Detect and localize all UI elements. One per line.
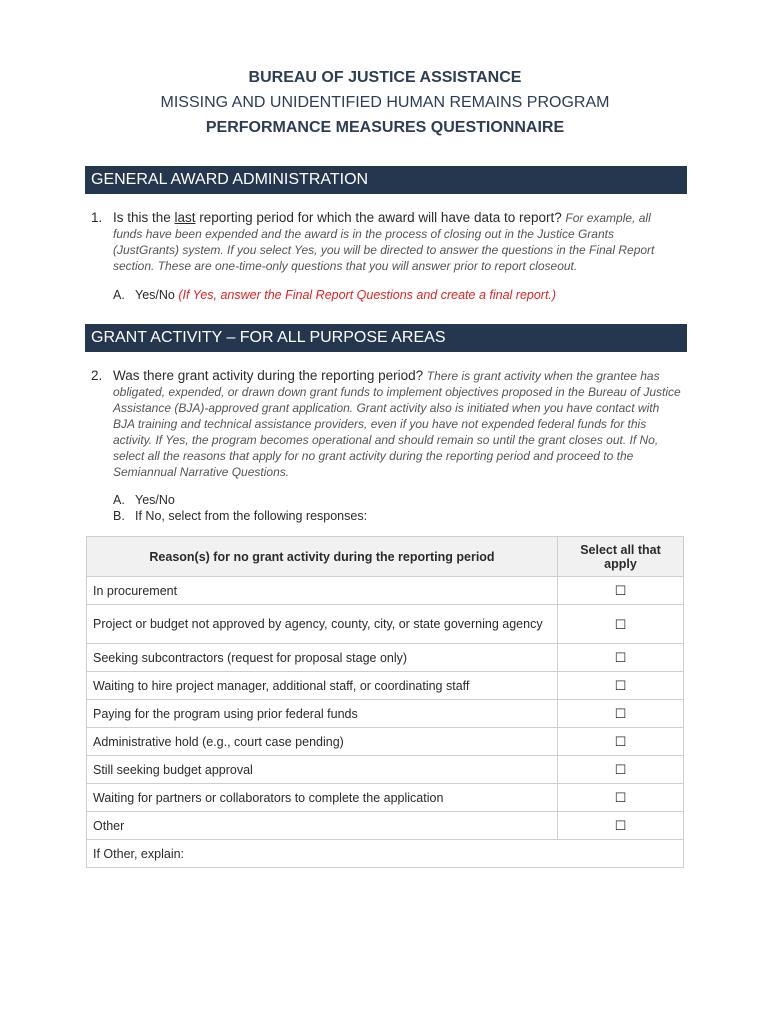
table-row <box>87 605 684 644</box>
question-2-lead: Was there grant activity during the reporting period? <box>113 368 424 383</box>
table-row <box>87 644 684 672</box>
question-2 <box>91 368 681 480</box>
table-row <box>87 812 684 840</box>
option-a-label: A. <box>113 493 125 507</box>
section-header-general-award-administration: GENERAL AWARD ADMINISTRATION <box>85 166 687 194</box>
reason-checkbox[interactable]: ☐ <box>558 728 684 756</box>
table-row <box>87 756 684 784</box>
reason-label: Seeking subcontractors (request for proposal stage only) <box>87 644 558 672</box>
question-1-number: 1. <box>91 210 103 225</box>
option-a-label: A. <box>113 288 125 302</box>
table-row <box>87 700 684 728</box>
other-explain-field[interactable]: If Other, explain: <box>87 840 684 868</box>
reason-label: Still seeking budget approval <box>87 756 558 784</box>
reason-label: Waiting to hire project manager, additional staff, or coordinating staff <box>87 672 558 700</box>
question-1-note: For example, all funds have been expended and the award is in the process of closing out in the Justice Grants (JustGrants) system. If you select Yes, you will be directed to answer the questions in the Final Report section. These are one-time-only questions that you will answer prior to report closeout. <box>113 211 655 273</box>
question-2-number: 2. <box>91 368 103 383</box>
reason-checkbox[interactable]: ☐ <box>558 700 684 728</box>
reason-checkbox[interactable]: ☐ <box>558 605 684 644</box>
question-2-option-b <box>113 508 367 524</box>
reason-checkbox[interactable]: ☐ <box>558 577 684 605</box>
option-a-instruction: (If Yes, answer the Final Report Questions and create a final report.) <box>178 288 557 302</box>
option-b-text: If No, select from the following responses: <box>135 509 368 523</box>
table-header-row <box>87 537 684 577</box>
reason-checkbox[interactable]: ☐ <box>558 672 684 700</box>
question-1-lead-start: Is this the <box>113 210 175 225</box>
reason-checkbox[interactable]: ☐ <box>558 644 684 672</box>
reason-checkbox[interactable]: ☐ <box>558 812 684 840</box>
question-2-option-a <box>113 492 175 508</box>
section-header-grant-activity: GRANT ACTIVITY – FOR ALL PURPOSE AREAS <box>85 324 687 352</box>
option-a-text[interactable]: Yes/No <box>135 288 175 302</box>
reason-label: In procurement <box>87 577 558 605</box>
questionnaire-title: PERFORMANCE MEASURES QUESTIONNAIRE <box>205 119 565 136</box>
document-header <box>0 68 770 138</box>
reason-checkbox[interactable]: ☐ <box>558 784 684 812</box>
explain-row <box>87 840 684 868</box>
reason-label: Paying for the program using prior federal funds <box>87 700 558 728</box>
reason-label: Project or budget not approved by agency, county, city, or state governing agency <box>87 605 558 644</box>
option-b-label: B. <box>113 509 125 523</box>
agency-title: BUREAU OF JUSTICE ASSISTANCE <box>248 69 522 86</box>
program-title: MISSING AND UNIDENTIFIED HUMAN REMAINS PROGRAM <box>160 94 610 111</box>
reason-label: Administrative hold (e.g., court case pending) <box>87 728 558 756</box>
no-activity-reasons-table <box>86 536 684 868</box>
reason-label: Other <box>87 812 558 840</box>
table-row <box>87 728 684 756</box>
reason-checkbox[interactable]: ☐ <box>558 756 684 784</box>
question-1-lead <box>113 210 562 225</box>
table-row <box>87 577 684 605</box>
column-header-select: Select all that apply <box>558 537 684 577</box>
question-1-lead-end: reporting period for which the award will have data to report? <box>195 210 562 225</box>
question-1 <box>91 210 681 274</box>
question-1-option-a <box>113 287 556 303</box>
option-a-text[interactable]: Yes/No <box>135 493 175 507</box>
reason-label: Waiting for partners or collaborators to complete the application <box>87 784 558 812</box>
question-2-note: There is grant activity when the grantee has obligated, expended, or drawn down grant funds to implement objectives proposed in the Bureau of Justice Assistance (BJA)-approved grant application. Grant activity also is initiated when you have contact with BJA training and technical assistance providers, even if you have not expended federal funds for this activity. If Yes, the program becomes operational and should remain so until the grant closes out. If No, select all the reasons that apply for no grant activity during the reporting period and proceed to the Semiannual Narrative Questions. <box>113 369 681 479</box>
table-row <box>87 672 684 700</box>
table-row <box>87 784 684 812</box>
column-header-reasons: Reason(s) for no grant activity during the reporting period <box>87 537 558 577</box>
question-1-lead-underlined: last <box>174 210 196 225</box>
